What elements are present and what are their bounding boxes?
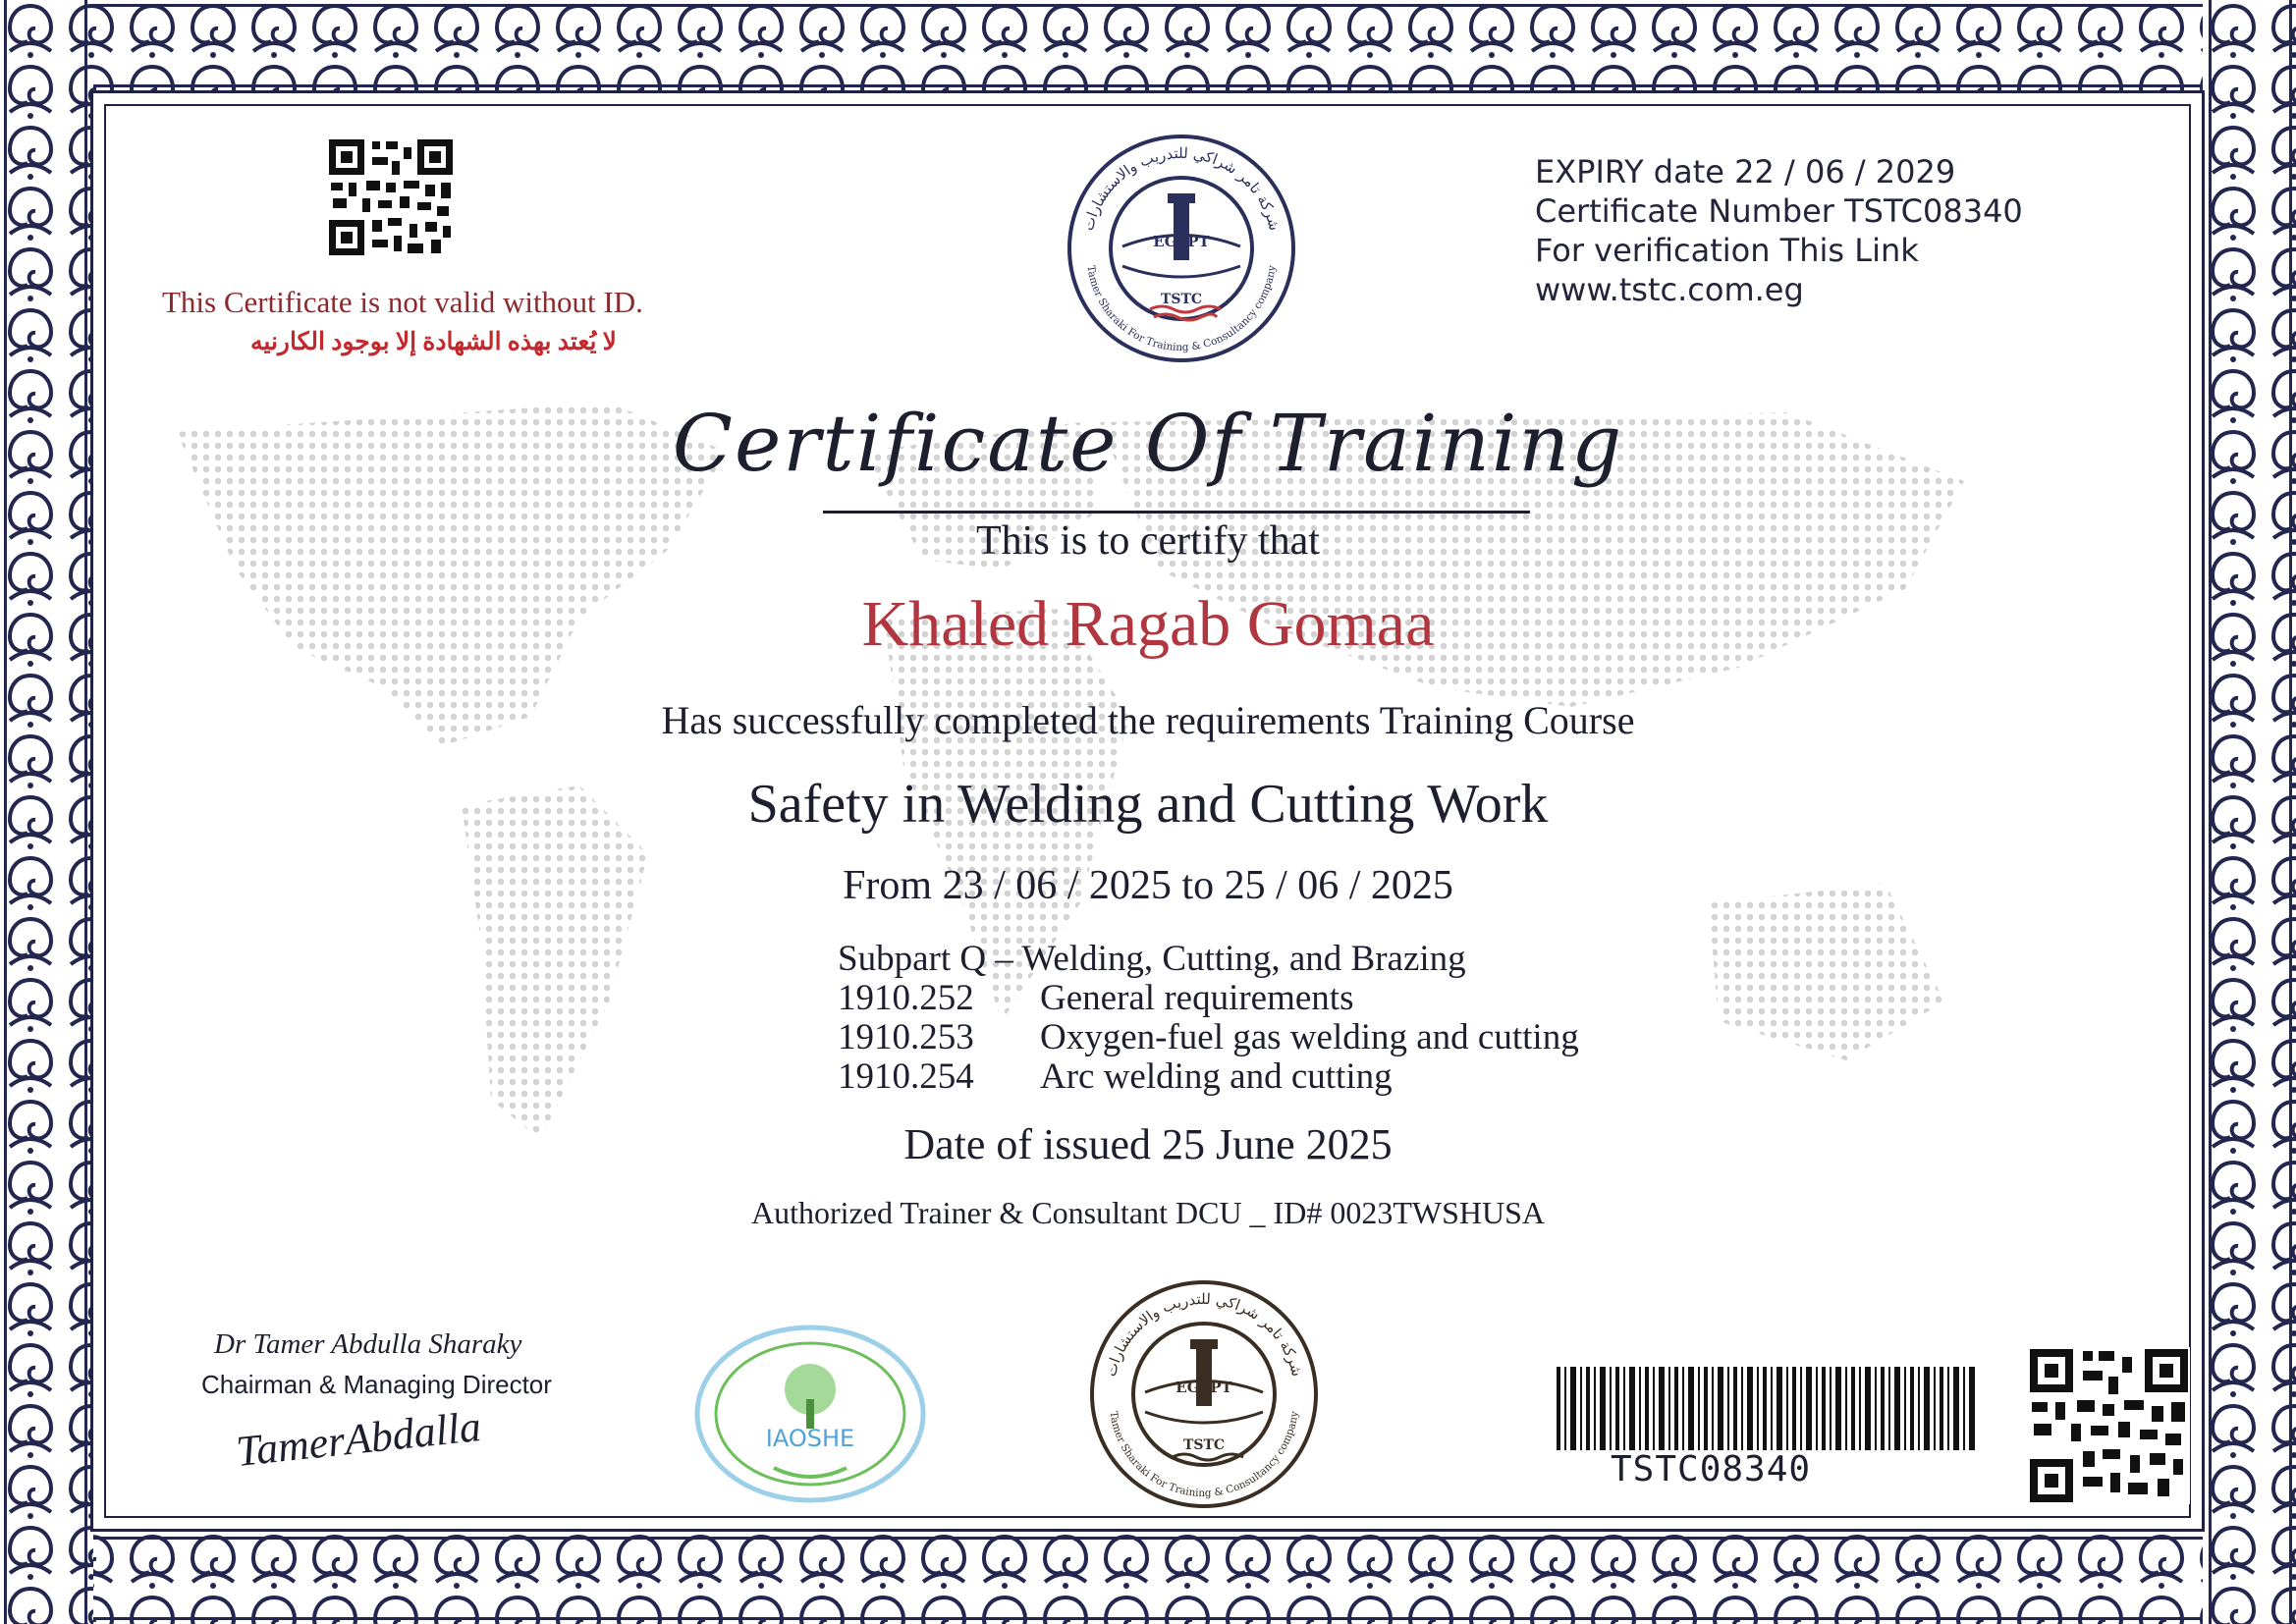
seal-country: EGYPT	[1153, 233, 1210, 250]
seal-country: EGYPT	[1175, 1379, 1232, 1396]
seal-arabic-ring: شركة تامر شراكي للتدريب والاستشارات	[1101, 1290, 1307, 1379]
requirement-description: Arc welding and cutting	[1040, 1056, 1393, 1097]
expiry-date: EXPIRY date 22 / 06 / 2029	[1535, 153, 1956, 190]
issue-date: Date of issued 25 June 2025	[903, 1120, 1393, 1168]
verification-link[interactable]: www.tstc.com.eg	[1535, 271, 1804, 308]
requirements-list	[838, 979, 1579, 1097]
requirement-item	[838, 1057, 1579, 1097]
certificate-meta	[1535, 152, 2023, 309]
seal-abbr: TSTC	[1160, 292, 1203, 307]
tstc-seal-top	[1064, 131, 1299, 366]
trainer-credential: Authorized Trainer & Consultant DCU _ ID# 0023TWSHUSA	[751, 1195, 1545, 1230]
qr-code-top[interactable]	[327, 137, 455, 257]
seal-arabic-ring: شركة تامر شراكي للتدريب والاستشارات	[1078, 144, 1285, 233]
requirement-code: 1910.253	[838, 1017, 974, 1057]
decorative-border-top	[0, 0, 2296, 93]
subpart-heading: Subpart Q – Welding, Cutting, and Brazing	[838, 939, 1466, 979]
certificate-title: Certificate Of Training	[672, 398, 1624, 489]
qr-code-bottom[interactable]	[2028, 1347, 2190, 1504]
requirement-description: Oxygen-fuel gas welding and cutting	[1040, 1017, 1579, 1057]
course-title: Safety in Welding and Cutting Work	[747, 774, 1549, 835]
requirement-item	[838, 979, 1579, 1018]
tstc-seal-bottom	[1086, 1276, 1322, 1512]
requirement-description: General requirements	[1040, 978, 1354, 1018]
requirement-code: 1910.254	[838, 1056, 974, 1097]
iaoshe-label: IAOSHE	[765, 1425, 855, 1452]
title-underline	[823, 511, 1530, 514]
seal-english-ring: Tamer Sharaki For Training & Consultancy company	[1107, 1410, 1301, 1500]
requirement-item	[838, 1018, 1579, 1057]
validity-notice-english: This Certificate is not valid without ID.	[162, 285, 643, 319]
handwritten-signature: TamerAbdalla	[234, 1402, 484, 1476]
recipient-name: Khaled Ragab Gomaa	[861, 588, 1435, 660]
validity-notice-arabic: لا يُعتد بهذه الشهادة إلا بوجود الكارنيه	[250, 329, 617, 355]
barcode[interactable]	[1557, 1367, 1979, 1450]
seal-abbr: TSTC	[1182, 1437, 1226, 1453]
completion-statement: Has successfully completed the requirements Training Course	[661, 698, 1635, 742]
iaoshe-badge	[687, 1321, 933, 1507]
seal-english-ring: Tamer Sharaki For Training & Consultancy company	[1084, 264, 1279, 354]
signatory-name: Dr Tamer Abdulla Sharaky	[214, 1328, 522, 1360]
course-dates: From 23 / 06 / 2025 to 25 / 06 / 2025	[843, 863, 1453, 908]
certify-intro: This is to certify that	[976, 518, 1320, 564]
verification-text: For verification This Link	[1535, 232, 1919, 269]
barcode-number: TSTC08340	[1611, 1449, 1812, 1489]
decorative-border-bottom	[0, 1531, 2296, 1624]
signatory-title: Chairman & Managing Director	[201, 1370, 552, 1399]
certificate-number: Certificate Number TSTC08340	[1535, 192, 2023, 230]
requirement-code: 1910.252	[838, 978, 974, 1018]
